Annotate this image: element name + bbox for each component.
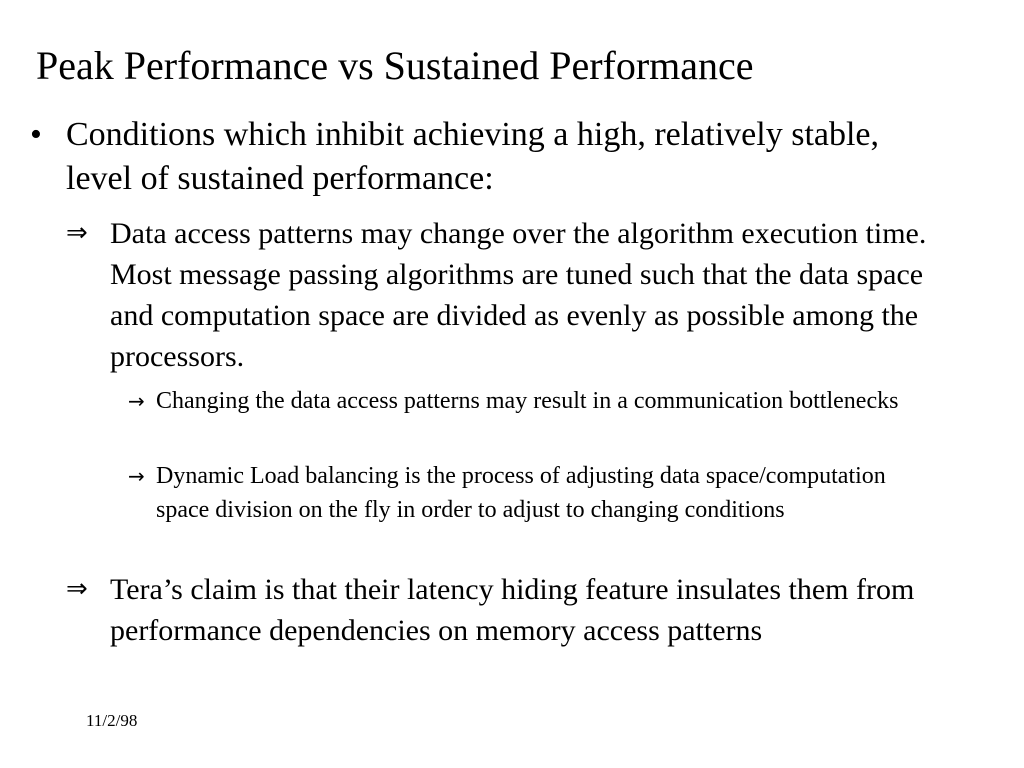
bullet-conditions [30,113,930,201]
arrow-right-icon: → [128,464,145,488]
sub-sub-bullet-text: Dynamic Load balancing is the process of adjusting data space/computation space division on the fly in order to adjust to changing conditions [156,463,886,523]
footer-date: 11/2/98 [86,711,138,730]
bullet-text: Conditions which inhibit achieving a high, relatively stable, level of sustained performance: [66,116,880,197]
slide-title: Peak Performance vs Sustained Performance [36,43,754,88]
sub-sub-bullet-load-balancing [128,459,908,527]
double-arrow-icon: ⇒ [66,218,88,248]
double-arrow-icon: ⇒ [66,574,88,604]
sub-bullet-tera-claim [66,569,946,651]
arrow-right-icon: → [128,389,145,413]
bullet-dot-icon: • [30,116,42,153]
sub-sub-bullet-bottlenecks [128,384,908,418]
sub-sub-bullet-text: Changing the data access patterns may result in a communication bottlenecks [156,388,899,414]
sub-bullet-text: Tera’s claim is that their latency hiding feature insulates them from performance dependencies on memory access patterns [110,573,915,647]
sub-bullet-text: Data access patterns may change over the algorithm execution time. Most message passing algorithms are tuned such that the data space and computation space are divided as evenly as possible among the processors. [110,217,927,373]
sub-bullet-data-access [66,213,946,377]
